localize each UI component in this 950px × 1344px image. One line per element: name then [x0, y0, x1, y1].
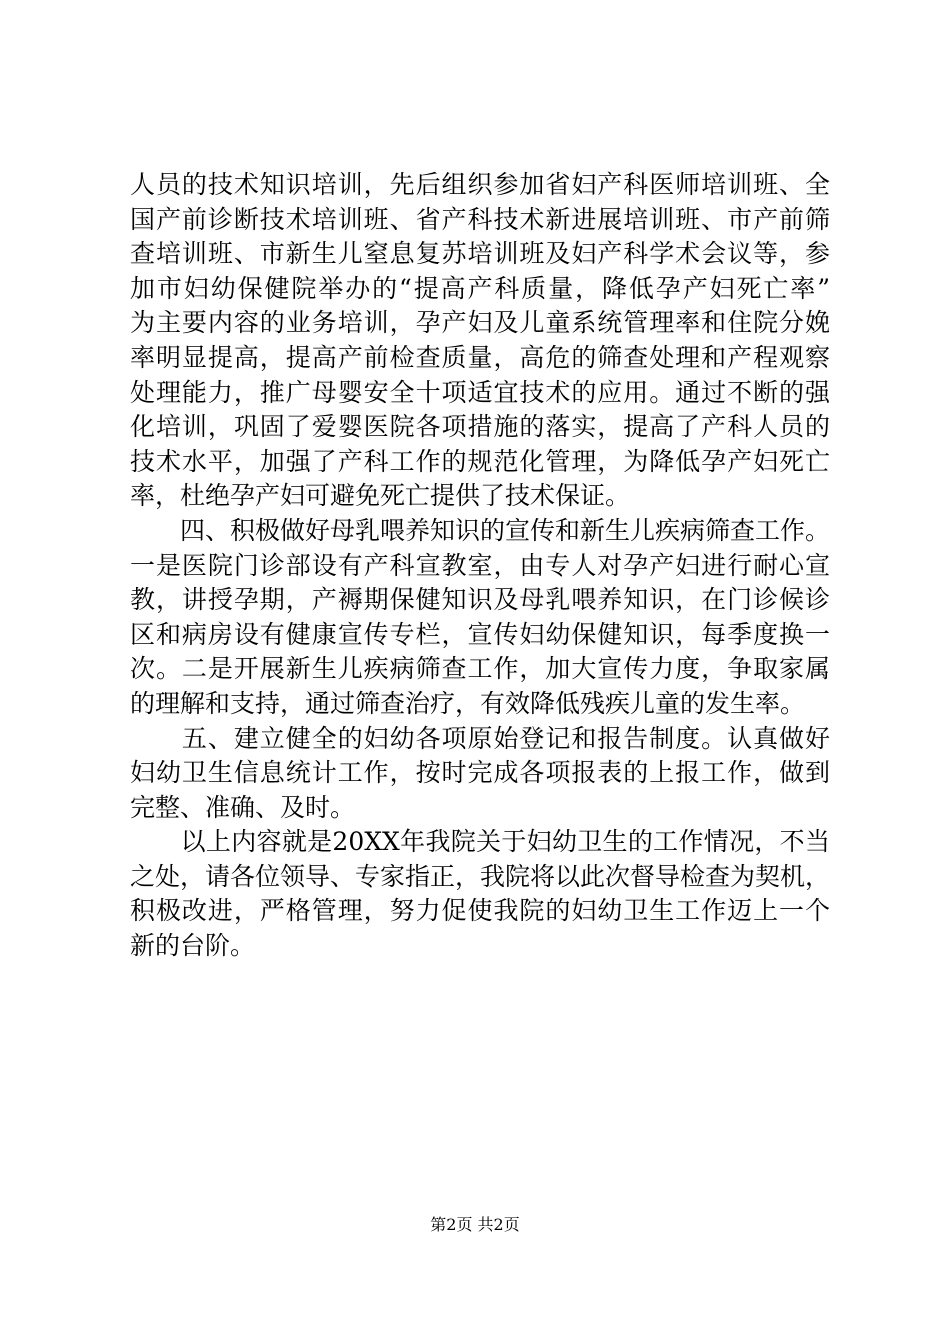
text-line: 国产前诊断技术培训班、省产科技术新进展培训班、市产前筛 — [130, 204, 830, 234]
text-line: 以上内容就是20XX年我院关于妇幼卫生的工作情况，不当 — [130, 827, 830, 857]
text-line: 新的台阶。 — [130, 931, 256, 961]
text-line: 之处，请各位领导、专家指正，我院将以此次督导检查为契机， — [130, 861, 831, 891]
document-body — [130, 168, 830, 964]
text-line: 加市妇幼保健院举办的“提高产科质量，降低孕产妇死亡率” — [130, 273, 830, 303]
text-line: 积极改进，严格管理，努力促使我院的妇幼卫生工作迈上一个 — [130, 896, 830, 926]
text-line: 教，讲授孕期，产褥期保健知识及母乳喂养知识，在门诊候诊 — [130, 585, 830, 615]
text-line: 四、积极做好母乳喂养知识的宣传和新生儿疾病筛查工作。 — [130, 515, 831, 545]
text-line: 为主要内容的业务培训，孕产妇及儿童系统管理率和住院分娩 — [130, 308, 830, 338]
page-number: 第2页 共2页 — [430, 1215, 520, 1234]
text-line: 妇幼卫生信息统计工作，按时完成各项报表的上报工作，做到 — [130, 758, 830, 788]
text-line: 区和病房设有健康宣传专栏，宣传妇幼保健知识，每季度换一 — [130, 619, 830, 649]
text-line: 五、建立健全的妇幼各项原始登记和报告制度。认真做好 — [130, 723, 830, 753]
text-line: 处理能力，推广母婴安全十项适宜技术的应用。通过不断的强 — [130, 377, 830, 407]
text-line: 率，杜绝孕产妇可避免死亡提供了技术保证。 — [130, 481, 631, 511]
text-line: 率明显提高，提高产前检查质量，高危的筛查处理和产程观察 — [130, 342, 830, 372]
text-line: 查培训班、市新生儿窒息复苏培训班及妇产科学术会议等，参 — [130, 239, 830, 269]
text-line: 完整、准确、及时。 — [130, 792, 356, 822]
text-line: 的理解和支持，通过筛查治疗，有效降低残疾儿童的发生率。 — [130, 688, 806, 718]
page-footer — [0, 1214, 950, 1236]
text-line: 一是医院门诊部设有产科宣教室，由专人对孕产妇进行耐心宣 — [130, 550, 830, 580]
text-line: 技术水平，加强了产科工作的规范化管理，为降低孕产妇死亡 — [130, 446, 830, 476]
text-line: 人员的技术知识培训，先后组织参加省妇产科医师培训班、全 — [130, 170, 830, 199]
text-line: 次。二是开展新生儿疾病筛查工作，加大宣传力度，争取家属 — [130, 654, 830, 684]
text-line: 化培训，巩固了爱婴医院各项措施的落实，提高了产科人员的 — [130, 412, 830, 442]
